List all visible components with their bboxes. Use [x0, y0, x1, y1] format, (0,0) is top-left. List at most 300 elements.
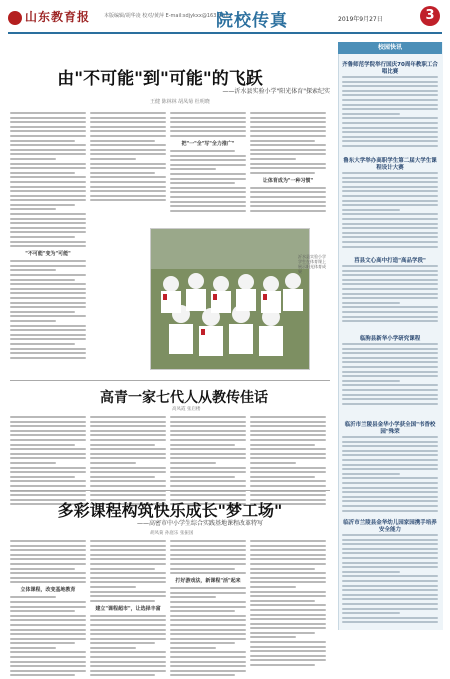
body-text-line	[10, 297, 86, 299]
body-text-line	[170, 121, 246, 123]
body-text-line	[90, 195, 166, 197]
body-text-line	[250, 172, 315, 174]
body-text-line	[170, 425, 246, 427]
sidebar-news-title: 鲁东大学举办高职学生第二届大学生课程设计大赛	[343, 158, 437, 171]
body-text-line	[10, 577, 86, 579]
body-text-line	[342, 241, 438, 243]
body-text-line	[10, 581, 86, 583]
body-text-line	[10, 661, 86, 663]
body-text-line	[342, 76, 438, 78]
body-text-line	[90, 540, 166, 542]
body-text-line	[10, 236, 75, 238]
body-text-line	[10, 311, 75, 313]
body-text-line	[10, 357, 86, 359]
masthead	[8, 6, 442, 32]
body-text-line	[170, 457, 246, 459]
body-text-line	[250, 126, 326, 128]
body-text-line	[170, 126, 246, 128]
body-text-line	[90, 453, 166, 455]
body-text-line	[10, 176, 86, 178]
body-text-line	[10, 208, 56, 210]
body-text-line	[10, 615, 86, 617]
body-text-line	[10, 545, 86, 547]
body-text-line	[10, 480, 86, 482]
body-text-line	[342, 371, 438, 373]
body-text-line	[170, 439, 246, 441]
body-text-line	[170, 624, 246, 626]
body-text-line	[250, 140, 315, 142]
body-text-line	[10, 199, 86, 201]
article3-text-columns	[10, 540, 326, 679]
body-text-line	[342, 621, 438, 623]
body-text-line	[10, 265, 86, 267]
body-text-line	[10, 572, 86, 574]
body-text-line	[90, 439, 166, 441]
body-text-line	[10, 325, 86, 327]
masthead-rule	[8, 32, 442, 34]
body-text-line	[90, 572, 166, 574]
page-number-badge: 3	[420, 6, 440, 26]
body-text-line	[342, 464, 438, 466]
body-text-line	[342, 543, 438, 545]
body-text-line	[170, 191, 246, 193]
body-text-line	[342, 491, 438, 493]
body-text-line	[342, 454, 438, 456]
body-text-line	[170, 633, 246, 635]
article3-headline: 多彩课程构筑快乐成长"梦工场"	[57, 501, 283, 520]
body-text-line	[342, 366, 438, 368]
body-text-line	[10, 153, 86, 155]
body-text-line	[10, 260, 86, 262]
body-text-line	[170, 558, 246, 560]
body-text-line	[90, 421, 166, 423]
body-text-line	[250, 205, 326, 207]
article2-col-1	[10, 416, 86, 508]
body-text-line	[342, 81, 438, 83]
body-text-line	[10, 439, 86, 441]
article-divider	[10, 380, 330, 381]
body-text-line	[10, 568, 75, 570]
body-text-line	[10, 172, 75, 174]
body-text-line	[342, 270, 438, 272]
body-text-line	[90, 615, 166, 617]
body-text-line	[90, 600, 155, 602]
body-text-line	[342, 348, 438, 350]
body-text-line	[170, 670, 246, 672]
body-text-line	[250, 632, 315, 634]
body-text-line	[250, 600, 315, 602]
body-text-line	[250, 572, 326, 574]
body-text-line	[250, 439, 326, 441]
body-text-line	[170, 629, 246, 631]
body-text-line	[342, 236, 438, 238]
article1-subhead: ——沂水县实验小学"阳光体育"探索纪实	[222, 88, 330, 95]
body-text-line	[342, 441, 438, 443]
article2-col-4	[250, 416, 326, 508]
body-text-line	[90, 471, 166, 473]
body-text-line	[10, 288, 86, 290]
body-text-line	[170, 651, 246, 653]
body-text-line	[10, 606, 86, 608]
body-text-line	[170, 173, 246, 175]
body-text-line	[10, 494, 86, 496]
sidebar-news-title: 齐鲁师范学院举行国庆70周年教职工合唱比赛	[342, 62, 438, 75]
body-text-line	[170, 656, 246, 658]
body-text-line	[170, 416, 246, 418]
body-text-line	[90, 485, 166, 487]
body-text-line	[250, 187, 326, 189]
body-text-line	[10, 596, 56, 598]
body-text-line	[342, 557, 438, 559]
body-text-line	[250, 117, 326, 119]
body-text-line	[10, 665, 86, 667]
body-text-line	[170, 601, 246, 603]
body-text-line	[342, 352, 438, 354]
body-text-line	[10, 302, 86, 304]
body-text-line	[342, 302, 400, 304]
sidebar-header: 校园快讯	[338, 42, 442, 54]
body-text-line	[170, 130, 246, 132]
body-text-line	[10, 453, 86, 455]
body-text-line	[170, 587, 246, 589]
article2-col-3	[170, 416, 246, 508]
body-text-line	[342, 265, 438, 267]
body-text-line	[342, 209, 400, 211]
body-text-line	[342, 90, 438, 92]
article-subtitle: "不可能"变为"可能"	[25, 251, 71, 258]
body-text-line	[250, 444, 315, 446]
body-text-line	[170, 178, 246, 180]
body-text-line	[342, 539, 438, 541]
students-photo-icon	[151, 229, 309, 369]
body-text-line	[170, 647, 216, 649]
body-text-line	[342, 445, 438, 447]
body-text-line	[90, 167, 166, 169]
body-text-line	[90, 163, 166, 165]
body-text-line	[10, 158, 56, 160]
body-text-line	[90, 149, 166, 151]
body-text-line	[90, 568, 155, 570]
body-text-line	[250, 568, 315, 570]
body-text-line	[90, 144, 166, 146]
body-text-line	[250, 448, 326, 450]
body-text-line	[170, 476, 235, 478]
logo-text: 山东教育报	[25, 10, 91, 24]
body-text-line	[250, 545, 326, 547]
body-text-line	[10, 320, 56, 322]
body-text-line	[10, 444, 75, 446]
body-text-line	[342, 186, 438, 188]
body-text-line	[10, 181, 86, 183]
body-text-line	[342, 566, 438, 568]
body-text-line	[90, 674, 155, 676]
body-text-line	[90, 480, 166, 482]
body-text-line	[342, 603, 438, 605]
body-text-line	[250, 540, 326, 542]
body-text-line	[250, 112, 326, 114]
body-text-line	[342, 94, 438, 96]
sidebar-news-title: 临沂市兰陵县金华小学获全国"书香校园"殊荣	[344, 422, 436, 435]
sidebar-news-title: 临朐县新华小学研究课程	[359, 336, 421, 342]
body-text-line	[10, 558, 86, 560]
body-text-line	[170, 642, 235, 644]
body-text-line	[250, 480, 326, 482]
body-text-line	[10, 130, 86, 132]
body-text-line	[90, 176, 166, 178]
body-text-line	[170, 592, 246, 594]
body-text-line	[250, 453, 326, 455]
body-text-line	[10, 121, 86, 123]
body-text-line	[90, 434, 166, 436]
body-text-line	[342, 218, 438, 220]
body-text-line	[342, 361, 438, 363]
body-text-line	[342, 468, 438, 470]
body-text-line	[342, 608, 438, 610]
body-text-line	[342, 589, 438, 591]
body-text-line	[250, 163, 326, 165]
body-text-line	[90, 158, 136, 160]
body-text-line	[90, 624, 166, 626]
body-text-line	[250, 201, 326, 203]
body-text-line	[10, 471, 86, 473]
body-text-line	[10, 218, 86, 220]
body-text-line	[342, 316, 438, 318]
body-text-line	[250, 641, 326, 643]
body-text-line	[250, 623, 326, 625]
photo-caption: 沂水县实验小学学生在体育课上展示阳光体育成果	[298, 254, 326, 274]
body-text-line	[10, 476, 75, 478]
body-text-line	[170, 462, 216, 464]
body-text-line	[250, 462, 296, 464]
body-text-line	[10, 195, 86, 197]
body-text-line	[170, 480, 246, 482]
body-text-line	[250, 471, 326, 473]
body-text-line	[342, 394, 438, 396]
body-text-line	[10, 601, 86, 603]
sidebar-news-item	[342, 158, 438, 250]
body-text-line	[342, 172, 438, 174]
body-text-line	[170, 467, 246, 469]
body-text-line	[342, 223, 438, 225]
body-text-line	[342, 145, 438, 147]
body-text-line	[90, 126, 166, 128]
body-text-line	[10, 416, 86, 418]
body-text-line	[170, 201, 246, 203]
body-text-line	[10, 343, 75, 345]
body-text-line	[10, 348, 86, 350]
body-text-line	[250, 476, 315, 478]
article-subtitle: 打好游戏法，新课程"活"起来	[175, 578, 241, 585]
body-text-line	[342, 552, 438, 554]
body-text-line	[10, 213, 86, 215]
body-text-line	[10, 186, 86, 188]
article2-text-columns	[10, 416, 326, 508]
body-text-line	[170, 168, 216, 170]
logo-icon	[8, 11, 22, 25]
body-text-line	[170, 430, 246, 432]
sidebar-news-item	[342, 422, 438, 514]
body-text-line	[342, 117, 438, 119]
body-text-line	[250, 135, 326, 137]
body-text-line	[90, 190, 166, 192]
newspaper-logo	[8, 8, 90, 25]
body-text-line	[90, 558, 166, 560]
body-text-line	[170, 549, 246, 551]
body-text-line	[10, 670, 86, 672]
body-text-line	[10, 485, 86, 487]
body-text-line	[90, 651, 166, 653]
body-text-line	[90, 172, 155, 174]
body-text-line	[342, 612, 400, 614]
body-text-line	[170, 596, 216, 598]
body-text-line	[250, 627, 326, 629]
body-text-line	[342, 510, 438, 512]
body-text-line	[170, 606, 246, 608]
article2-col-2	[90, 416, 166, 508]
body-text-line	[342, 548, 438, 550]
body-text-line	[10, 241, 86, 243]
body-text-line	[342, 562, 438, 564]
body-text-line	[10, 647, 56, 649]
body-text-line	[10, 457, 86, 459]
body-text-line	[342, 389, 438, 391]
body-text-line	[250, 149, 326, 151]
body-text-line	[170, 159, 246, 161]
body-text-line	[342, 384, 438, 386]
body-text-line	[170, 196, 246, 198]
body-text-line	[90, 448, 166, 450]
body-text-line	[90, 135, 166, 137]
body-text-line	[90, 112, 166, 114]
body-text-line	[170, 619, 246, 621]
body-text-line	[342, 283, 438, 285]
body-text-line	[342, 108, 438, 110]
article2-byline: 高凤霞 张启楼	[172, 407, 201, 412]
body-text-line	[90, 130, 166, 132]
body-text-line	[250, 153, 326, 155]
body-text-line	[10, 610, 75, 612]
section-title: 院校传真	[216, 11, 288, 31]
body-text-line	[342, 85, 438, 87]
article3-subhead: ——高密市中小学生综合实践基地课程改革特写	[136, 520, 263, 527]
body-text-line	[90, 457, 166, 459]
body-text-line	[250, 167, 326, 169]
body-text-line	[170, 485, 246, 487]
body-text-line	[90, 619, 166, 621]
body-text-line	[10, 448, 86, 450]
body-text-line	[90, 140, 155, 142]
body-text-line	[90, 545, 166, 547]
article-subtitle: 把"一"全"写"全力推广"	[181, 140, 235, 147]
body-text-line	[170, 665, 246, 667]
body-text-line	[10, 334, 86, 336]
body-text-line	[250, 158, 296, 160]
body-text-line	[342, 140, 438, 142]
body-text-line	[170, 471, 246, 473]
body-text-line	[170, 205, 246, 207]
body-text-line	[342, 195, 438, 197]
body-text-line	[10, 274, 86, 276]
body-text-line	[170, 615, 246, 617]
sidebar-news-title: 莒县文心高中打造"高品学段"	[354, 258, 426, 264]
body-text-line	[10, 563, 86, 565]
body-text-line	[342, 227, 438, 229]
body-text-line	[90, 425, 166, 427]
body-text-line	[342, 288, 438, 290]
body-text-line	[250, 604, 326, 606]
body-text-line	[342, 213, 438, 215]
body-text-line	[250, 655, 326, 657]
body-text-line	[342, 617, 438, 619]
body-text-line	[342, 398, 438, 400]
body-text-line	[250, 554, 326, 556]
body-text-line	[342, 177, 438, 179]
body-text-line	[90, 462, 136, 464]
body-text-line	[170, 155, 246, 157]
body-text-line	[90, 416, 166, 418]
body-text-line	[342, 306, 438, 308]
body-text-line	[342, 571, 400, 573]
body-text-line	[342, 293, 438, 295]
body-text-line	[342, 575, 438, 577]
body-text-line	[90, 656, 166, 658]
body-text-line	[90, 661, 166, 663]
body-text-line	[10, 222, 86, 224]
sidebar-news-item	[342, 258, 438, 325]
body-text-line	[342, 131, 438, 133]
body-text-line	[342, 297, 438, 299]
body-text-line	[342, 477, 438, 479]
article1-byline: 王健 陈林林 胡凤菊 杜明晓	[150, 99, 210, 105]
body-text-line	[250, 614, 326, 616]
body-text-line	[90, 186, 166, 188]
body-text-line	[90, 444, 155, 446]
body-text-line	[342, 534, 438, 536]
body-text-line	[10, 269, 56, 271]
body-text-line	[342, 127, 438, 129]
article-subtitle: 立体课程，改变基地教育	[20, 587, 76, 594]
body-text-line	[250, 130, 326, 132]
body-text-line	[170, 554, 246, 556]
body-text-line	[170, 210, 246, 212]
article-subtitle: 让体育成为"一种习惯"	[262, 177, 314, 184]
body-text-line	[342, 580, 438, 582]
body-text-line	[10, 633, 86, 635]
body-text-line	[10, 430, 86, 432]
body-text-line	[10, 144, 86, 146]
body-text-line	[10, 231, 86, 233]
body-text-line	[250, 434, 326, 436]
body-text-line	[342, 279, 438, 281]
body-text-line	[250, 646, 326, 648]
body-text-line	[10, 549, 86, 551]
body-text-line	[170, 182, 235, 184]
body-text-line	[170, 610, 235, 612]
body-text-line	[250, 595, 326, 597]
article1-headline: 由"不可能"到"可能"的飞跃	[57, 69, 263, 89]
body-text-line	[250, 416, 326, 418]
article1-col-1	[10, 112, 86, 361]
sidebar-news-title: 临沂市兰陵县金华幼儿园家园携手培养安全能力	[343, 520, 437, 533]
body-text-line	[170, 494, 246, 496]
body-text-line	[170, 135, 246, 137]
body-text-line	[342, 375, 438, 377]
body-text-line	[10, 656, 86, 658]
body-text-line	[90, 595, 166, 597]
article3-byline: 胡凤菊 孙庭乐 张振国	[150, 531, 194, 536]
body-text-line	[170, 164, 246, 166]
body-text-line	[10, 352, 86, 354]
